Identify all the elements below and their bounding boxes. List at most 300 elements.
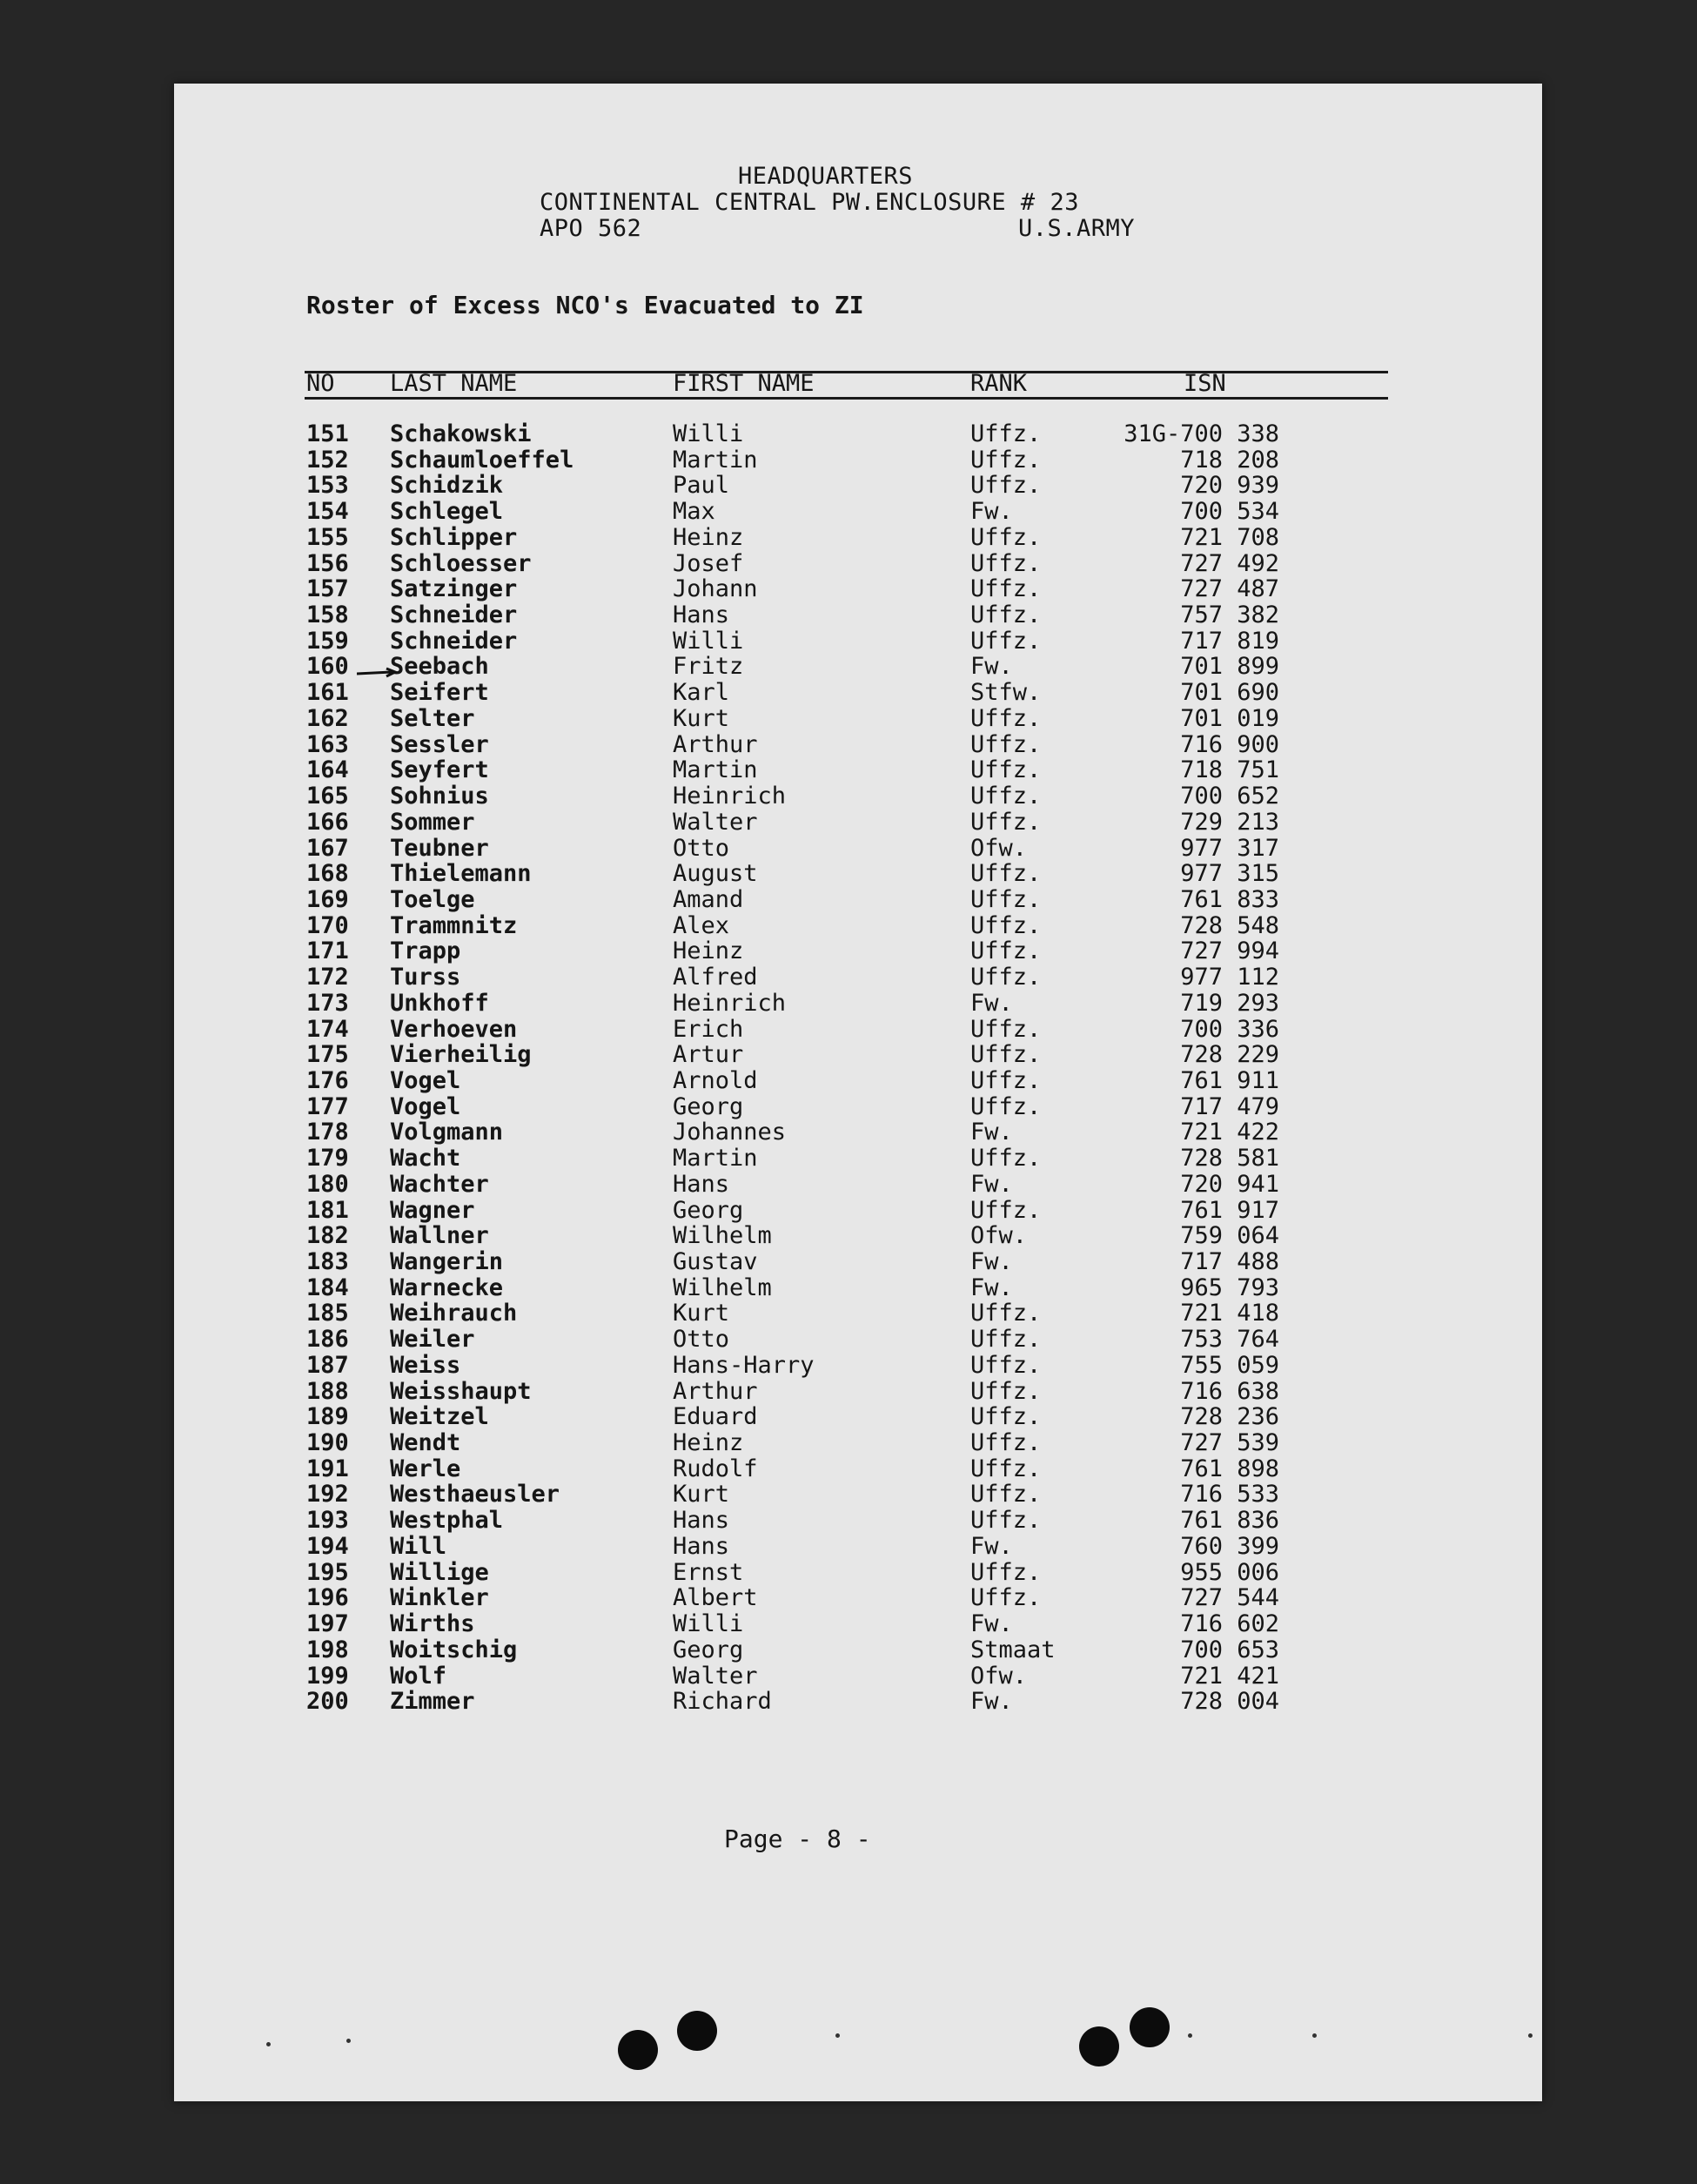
table-row [174,1637,1542,1663]
rank-cell: Fw. [970,989,1013,1017]
last-name-cell: Woitschig [390,1636,518,1663]
isn-cell: 701 690 [1180,679,1279,707]
rank-cell: Uffz. [970,601,1042,629]
table-row [174,913,1542,939]
rank-cell: Uffz. [970,1584,1042,1612]
table-row [174,1353,1542,1379]
table-row [174,421,1542,447]
table-row [174,1508,1542,1534]
row-number: 156 [306,549,349,577]
row-number: 192 [306,1481,349,1509]
rank-cell: Fw. [970,653,1013,681]
first-name-cell: Richard [673,1688,772,1716]
isn-cell: 727 539 [1180,1429,1279,1457]
table-row [174,1300,1542,1327]
isn-cell: 721 421 [1180,1662,1279,1690]
first-name-cell: Willi [673,627,744,655]
last-name-cell: Unkhoff [390,989,489,1017]
first-name-cell: Johann [673,575,758,603]
isn-cell: 717 479 [1180,1092,1279,1120]
row-number: 168 [306,860,349,888]
last-name-cell: Trammnitz [390,911,518,939]
dust-speck [346,2039,351,2043]
rank-cell: Uffz. [970,783,1042,810]
punch-hole [1130,2007,1170,2047]
page-number: Page - 8 - [724,1824,871,1853]
last-name-cell: Vierheilig [390,1041,532,1069]
row-number: 189 [306,1403,349,1431]
isn-cell: 728 229 [1180,1041,1279,1069]
rank-cell: Uffz. [970,1351,1042,1379]
dust-speck [1312,2033,1317,2038]
dust-speck [266,2042,271,2046]
row-number: 176 [306,1066,349,1094]
isn-cell: 701 899 [1180,653,1279,681]
isn-cell: 721 418 [1180,1300,1279,1327]
table-row [174,1327,1542,1353]
table-row [174,836,1542,862]
table-row [174,1275,1542,1301]
rank-cell: Fw. [970,1119,1013,1146]
isn-cell: 965 793 [1180,1273,1279,1301]
rank-cell: Stfw. [970,679,1042,707]
isn-cell: 727 492 [1180,549,1279,577]
isn-cell: 716 638 [1180,1377,1279,1405]
row-number: 170 [306,911,349,939]
table-row [174,1482,1542,1508]
rank-cell: Uffz. [970,860,1042,888]
rank-cell: Fw. [970,498,1013,526]
table-row [174,447,1542,474]
table-row [174,551,1542,577]
last-name-cell: Wirths [390,1610,475,1638]
document-page [174,84,1542,2101]
last-name-cell: Wangerin [390,1248,504,1275]
header-headquarters: HEADQUARTERS [738,163,914,190]
table-row [174,1119,1542,1146]
last-name-cell: Wolf [390,1662,447,1690]
table-row [174,938,1542,964]
rank-cell: Uffz. [970,1455,1042,1482]
table-row [174,964,1542,991]
last-name-cell: Seifert [390,679,489,707]
column-header-isn: ISN [1184,370,1226,397]
last-name-cell: Winkler [390,1584,489,1612]
table-row [174,732,1542,758]
last-name-cell: Werle [390,1455,461,1482]
last-name-cell: Seyfert [390,756,489,784]
row-number: 199 [306,1662,349,1690]
first-name-cell: Hans [673,601,730,629]
isn-cell: 716 602 [1180,1610,1279,1638]
last-name-cell: Weiler [390,1326,475,1354]
dust-speck [1188,2033,1192,2038]
header-army: U.S.ARMY [1018,215,1136,242]
first-name-cell: Albert [673,1584,758,1612]
last-name-cell: Teubner [390,834,489,862]
table-row [174,680,1542,706]
rank-cell: Uffz. [970,549,1042,577]
row-number: 178 [306,1119,349,1146]
row-number: 177 [306,1092,349,1120]
rank-cell: Uffz. [970,420,1042,447]
last-name-cell: Volgmann [390,1119,504,1146]
first-name-cell: Erich [673,1015,744,1043]
first-name-cell: Hans [673,1170,730,1198]
table-row [174,1094,1542,1120]
isn-cell: 761 836 [1180,1507,1279,1535]
isn-cell: 727 487 [1180,575,1279,603]
isn-cell: 727 994 [1180,937,1279,965]
last-name-cell: Toelge [390,885,475,913]
isn-cell: 721 708 [1180,523,1279,551]
first-name-cell: Karl [673,679,730,707]
table-row [174,499,1542,525]
table-row [174,1404,1542,1430]
last-name-cell: Schneider [390,627,518,655]
isn-cell: 755 059 [1180,1351,1279,1379]
rank-cell: Uffz. [970,1196,1042,1224]
table-row [174,1689,1542,1715]
table-row [174,1663,1542,1690]
isn-cell: 728 004 [1180,1688,1279,1716]
rank-cell: Uffz. [970,937,1042,965]
last-name-cell: Wacht [390,1145,461,1173]
last-name-cell: Trapp [390,937,461,965]
isn-cell: 700 652 [1180,783,1279,810]
rank-cell: Uffz. [970,1015,1042,1043]
last-name-cell: Wendt [390,1429,461,1457]
table-row [174,1611,1542,1637]
last-name-cell: Schlegel [390,498,504,526]
first-name-cell: Willi [673,420,744,447]
isn-cell: 717 819 [1180,627,1279,655]
last-name-cell: Satzinger [390,575,518,603]
row-number: 174 [306,1015,349,1043]
last-name-cell: Willige [390,1558,489,1586]
dust-speck [1528,2033,1533,2038]
table-row [174,576,1542,602]
table-row [174,1042,1542,1068]
rank-cell: Uffz. [970,472,1042,500]
first-name-cell: Arthur [673,730,758,758]
first-name-cell: Ernst [673,1558,744,1586]
first-name-cell: Georg [673,1636,744,1663]
row-number: 173 [306,989,349,1017]
first-name-cell: Hans-Harry [673,1351,815,1379]
table-row [174,1017,1542,1043]
last-name-cell: Schakowski [390,420,532,447]
punch-hole [618,2030,658,2070]
isn-cell: 727 544 [1180,1584,1279,1612]
first-name-cell: Arthur [673,1377,758,1405]
first-name-cell: Heinz [673,1429,744,1457]
last-name-cell: Vogel [390,1066,461,1094]
first-name-cell: Heinrich [673,783,787,810]
row-number: 169 [306,885,349,913]
first-name-cell: Hans [673,1532,730,1560]
column-header-no: NO [306,370,335,397]
first-name-cell: Otto [673,1326,730,1354]
last-name-cell: Zimmer [390,1688,475,1716]
row-number: 153 [306,472,349,500]
first-name-cell: Willi [673,1610,744,1638]
row-number: 198 [306,1636,349,1663]
row-number: 190 [306,1429,349,1457]
rank-cell: Fw. [970,1248,1013,1275]
table-row [174,1146,1542,1172]
row-number: 196 [306,1584,349,1612]
first-name-cell: Martin [673,446,758,474]
last-name-cell: Vogel [390,1092,461,1120]
row-number: 193 [306,1507,349,1535]
last-name-cell: Schlipper [390,523,518,551]
row-number: 200 [306,1688,349,1716]
row-number: 182 [306,1222,349,1250]
last-name-cell: Sessler [390,730,489,758]
last-name-cell: Turss [390,964,461,991]
rank-cell: Fw. [970,1532,1013,1560]
first-name-cell: Walter [673,1662,758,1690]
last-name-cell: Wachter [390,1170,489,1198]
rank-cell: Uffz. [970,1429,1042,1457]
first-name-cell: Wilhelm [673,1273,772,1301]
rank-cell: Uffz. [970,1558,1042,1586]
first-name-cell: Eduard [673,1403,758,1431]
last-name-cell: Seebach [390,653,489,681]
isn-cell: 720 939 [1180,472,1279,500]
first-name-cell: Martin [673,1145,758,1173]
rank-cell: Ofw. [970,1222,1028,1250]
dust-speck [835,2033,840,2038]
isn-cell: 955 006 [1180,1558,1279,1586]
rank-cell: Uffz. [970,1507,1042,1535]
last-name-cell: Westhaeusler [390,1481,560,1509]
rank-cell: Ofw. [970,1662,1028,1690]
table-row [174,525,1542,551]
rank-cell: Uffz. [970,911,1042,939]
isn-cell: 718 208 [1180,446,1279,474]
row-number: 172 [306,964,349,991]
last-name-cell: Weitzel [390,1403,489,1431]
table-row [174,1456,1542,1482]
row-number: 197 [306,1610,349,1638]
first-name-cell: Georg [673,1092,744,1120]
table-row [174,810,1542,836]
row-number: 188 [306,1377,349,1405]
row-number: 184 [306,1273,349,1301]
rank-cell: Uffz. [970,885,1042,913]
first-name-cell: Artur [673,1041,744,1069]
roster-table-body [174,421,1542,1715]
isn-cell: 728 548 [1180,911,1279,939]
isn-cell: 729 213 [1180,808,1279,836]
rank-cell: Uffz. [970,964,1042,991]
first-name-cell: Wilhelm [673,1222,772,1250]
isn-cell: 701 019 [1180,704,1279,732]
row-number: 159 [306,627,349,655]
column-header-first-name: FIRST NAME [673,370,815,397]
last-name-cell: Schneider [390,601,518,629]
isn-cell: 700 336 [1180,1015,1279,1043]
rank-cell: Ofw. [970,834,1028,862]
last-name-cell: Verhoeven [390,1015,518,1043]
row-number: 162 [306,704,349,732]
table-row [174,1068,1542,1094]
table-header-rule [305,397,1388,400]
isn-cell: 700 534 [1180,498,1279,526]
table-row [174,1379,1542,1405]
rank-cell: Uffz. [970,523,1042,551]
row-number: 160 [306,653,349,681]
isn-cell: 761 911 [1180,1066,1279,1094]
row-number: 163 [306,730,349,758]
isn-cell: 757 382 [1180,601,1279,629]
first-name-cell: Martin [673,756,758,784]
row-number: 186 [306,1326,349,1354]
rank-cell: Stmaat [970,1636,1056,1663]
table-row [174,1249,1542,1275]
isn-cell: 700 653 [1180,1636,1279,1663]
rank-cell: Uffz. [970,756,1042,784]
table-row [174,1172,1542,1198]
isn-cell: 753 764 [1180,1326,1279,1354]
table-row [174,706,1542,732]
header-enclosure: CONTINENTAL CENTRAL PW.ENCLOSURE # 23 [540,189,1079,216]
isn-cell: 977 317 [1180,834,1279,862]
first-name-cell: Amand [673,885,744,913]
first-name-cell: Arnold [673,1066,758,1094]
table-row [174,473,1542,499]
rank-cell: Uffz. [970,1066,1042,1094]
isn-cell: 719 293 [1180,989,1279,1017]
rank-cell: Uffz. [970,627,1042,655]
table-row [174,1430,1542,1456]
last-name-cell: Will [390,1532,447,1560]
first-name-cell: Gustav [673,1248,758,1275]
table-row [174,1223,1542,1249]
last-name-cell: Warnecke [390,1273,504,1301]
margin-arrow-mark [357,667,402,679]
rank-cell: Uffz. [970,1300,1042,1327]
first-name-cell: Josef [673,549,744,577]
column-header-rank: RANK [970,370,1028,397]
rank-cell: Fw. [970,1170,1013,1198]
row-number: 175 [306,1041,349,1069]
row-number: 181 [306,1196,349,1224]
table-row [174,1585,1542,1611]
isn-cell: 977 315 [1180,860,1279,888]
row-number: 191 [306,1455,349,1482]
rank-cell: Uffz. [970,1041,1042,1069]
row-number: 155 [306,523,349,551]
last-name-cell: Sommer [390,808,475,836]
table-row [174,602,1542,628]
row-number: 166 [306,808,349,836]
table-row [174,887,1542,913]
isn-cell: 716 533 [1180,1481,1279,1509]
first-name-cell: Walter [673,808,758,836]
row-number: 180 [306,1170,349,1198]
isn-cell: 721 422 [1180,1119,1279,1146]
first-name-cell: Georg [673,1196,744,1224]
first-name-cell: Heinz [673,523,744,551]
rank-cell: Fw. [970,1273,1013,1301]
rank-cell: Uffz. [970,1145,1042,1173]
row-number: 151 [306,420,349,447]
first-name-cell: Alex [673,911,730,939]
isn-cell: 760 399 [1180,1532,1279,1560]
last-name-cell: Wagner [390,1196,475,1224]
rank-cell: Uffz. [970,1403,1042,1431]
rank-cell: Uffz. [970,730,1042,758]
row-number: 154 [306,498,349,526]
isn-cell: 759 064 [1180,1222,1279,1250]
first-name-cell: Rudolf [673,1455,758,1482]
row-number: 158 [306,601,349,629]
last-name-cell: Sohnius [390,783,489,810]
row-number: 195 [306,1558,349,1586]
row-number: 161 [306,679,349,707]
isn-cell: 977 112 [1180,964,1279,991]
rank-cell: Uffz. [970,1377,1042,1405]
rank-cell: Uffz. [970,575,1042,603]
isn-cell: 716 900 [1180,730,1279,758]
row-number: 179 [306,1145,349,1173]
rank-cell: Uffz. [970,808,1042,836]
table-row [174,1560,1542,1586]
first-name-cell: Kurt [673,1481,730,1509]
isn-cell: 761 898 [1180,1455,1279,1482]
first-name-cell: Heinz [673,937,744,965]
isn-cell: 31G-700 338 [1124,420,1279,447]
first-name-cell: Alfred [673,964,758,991]
rank-cell: Fw. [970,1688,1013,1716]
punch-hole [1079,2026,1119,2066]
row-number: 171 [306,937,349,965]
row-number: 187 [306,1351,349,1379]
first-name-cell: Johannes [673,1119,787,1146]
isn-cell: 761 833 [1180,885,1279,913]
rank-cell: Uffz. [970,1481,1042,1509]
rank-cell: Fw. [970,1610,1013,1638]
first-name-cell: Max [673,498,715,526]
rank-cell: Uffz. [970,704,1042,732]
first-name-cell: Otto [673,834,730,862]
last-name-cell: Wallner [390,1222,489,1250]
first-name-cell: Hans [673,1507,730,1535]
isn-cell: 728 236 [1180,1403,1279,1431]
table-row [174,861,1542,887]
first-name-cell: Kurt [673,1300,730,1327]
first-name-cell: Heinrich [673,989,787,1017]
table-row [174,757,1542,783]
last-name-cell: Weisshaupt [390,1377,532,1405]
row-number: 194 [306,1532,349,1560]
table-row [174,628,1542,655]
row-number: 167 [306,834,349,862]
rank-cell: Uffz. [970,1092,1042,1120]
rank-cell: Uffz. [970,1326,1042,1354]
table-row [174,991,1542,1017]
last-name-cell: Schidzik [390,472,504,500]
row-number: 164 [306,756,349,784]
last-name-cell: Schaumloeffel [390,446,574,474]
table-row [174,783,1542,810]
row-number: 185 [306,1300,349,1327]
row-number: 165 [306,783,349,810]
punch-hole [677,2011,717,2051]
